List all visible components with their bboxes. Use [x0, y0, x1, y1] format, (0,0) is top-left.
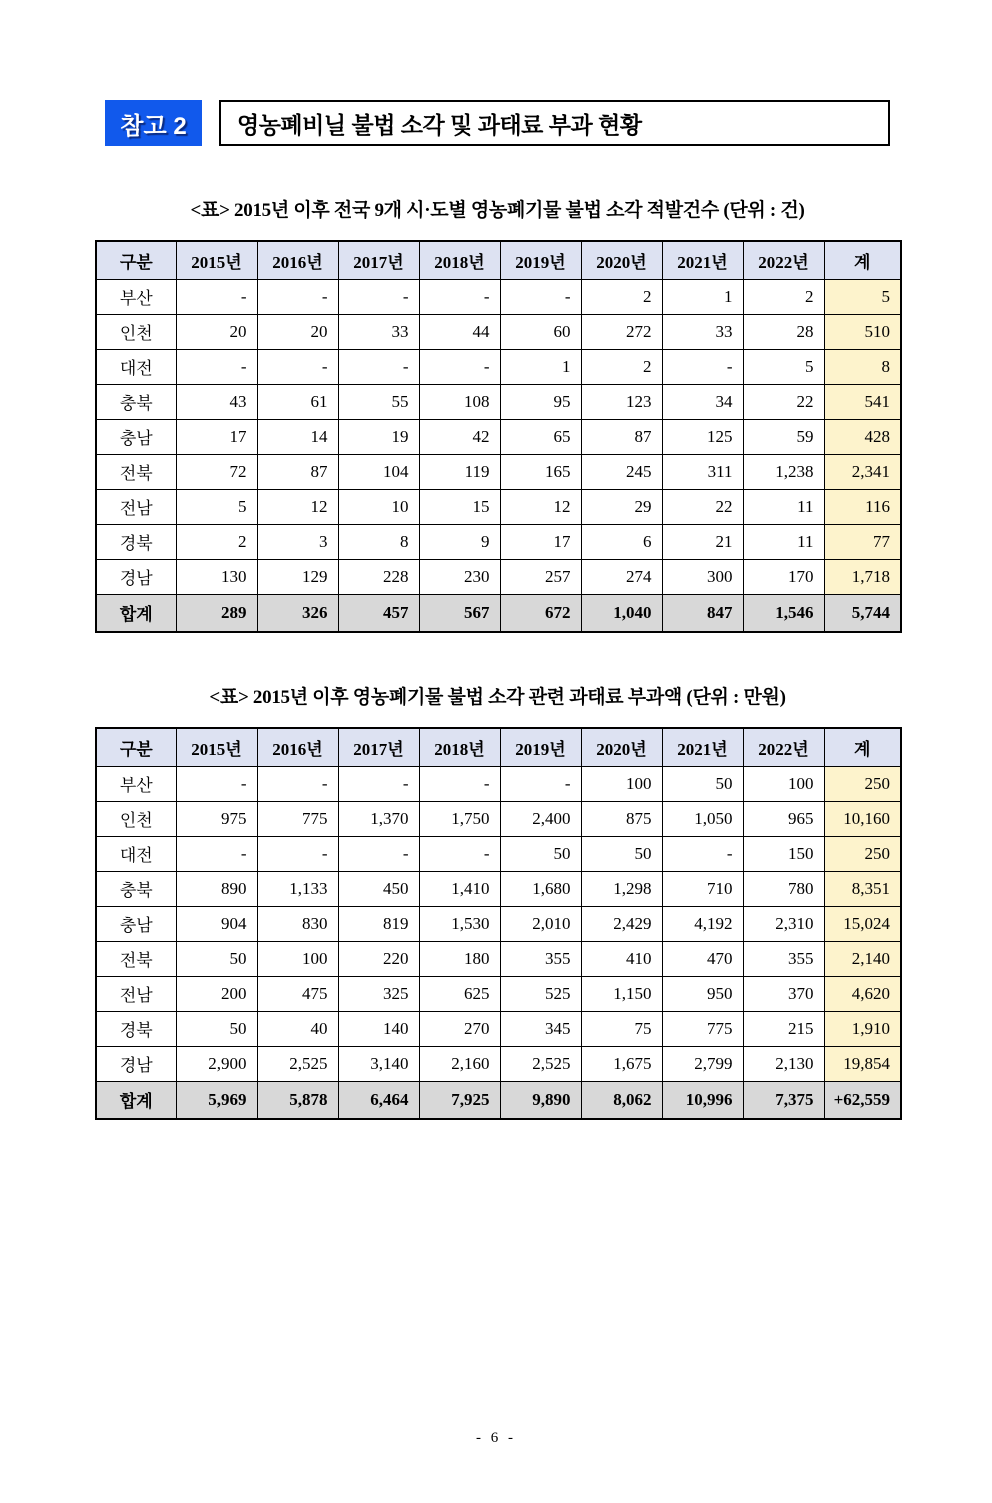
value-cell: 19 — [338, 419, 419, 454]
value-cell: 2,140 — [824, 941, 901, 976]
value-cell: 87 — [581, 419, 662, 454]
value-cell: 10 — [338, 489, 419, 524]
value-cell: 1,050 — [662, 801, 743, 836]
total-value-cell: 5,969 — [176, 1081, 257, 1119]
total-value-cell: 8,062 — [581, 1081, 662, 1119]
value-cell: 1 — [500, 349, 581, 384]
table-row — [96, 419, 901, 454]
reference-badge: 참고 2 — [105, 100, 202, 146]
column-header: 계 — [824, 728, 901, 766]
value-cell: 272 — [581, 314, 662, 349]
value-cell: 2,341 — [824, 454, 901, 489]
value-cell: 55 — [338, 384, 419, 419]
value-cell: 2,799 — [662, 1046, 743, 1081]
value-cell: 965 — [743, 801, 824, 836]
value-cell: 2,010 — [500, 906, 581, 941]
region-label: 부산 — [96, 279, 176, 314]
column-header: 2019년 — [500, 728, 581, 766]
total-value-cell: 5,744 — [824, 594, 901, 632]
table-row — [96, 559, 901, 594]
value-cell: 1,133 — [257, 871, 338, 906]
column-header: 2022년 — [743, 241, 824, 279]
column-header: 2018년 — [419, 241, 500, 279]
value-cell: 450 — [338, 871, 419, 906]
column-header: 2018년 — [419, 728, 500, 766]
value-cell: 3,140 — [338, 1046, 419, 1081]
value-cell: 130 — [176, 559, 257, 594]
value-cell: 2,310 — [743, 906, 824, 941]
value-cell: 17 — [500, 524, 581, 559]
table-row — [96, 489, 901, 524]
region-label: 경북 — [96, 524, 176, 559]
value-cell: 108 — [419, 384, 500, 419]
value-cell: - — [176, 836, 257, 871]
value-cell: 140 — [338, 1011, 419, 1046]
total-row — [96, 594, 901, 632]
value-cell: 150 — [743, 836, 824, 871]
column-header: 2016년 — [257, 241, 338, 279]
value-cell: 2,525 — [257, 1046, 338, 1081]
value-cell: 345 — [500, 1011, 581, 1046]
value-cell: - — [257, 836, 338, 871]
value-cell: - — [338, 766, 419, 801]
total-value-cell: 1,040 — [581, 594, 662, 632]
column-header: 계 — [824, 241, 901, 279]
value-cell: 165 — [500, 454, 581, 489]
value-cell: 10,160 — [824, 801, 901, 836]
value-cell: 14 — [257, 419, 338, 454]
column-header: 구분 — [96, 241, 176, 279]
value-cell: 428 — [824, 419, 901, 454]
value-cell: 5 — [176, 489, 257, 524]
region-label: 대전 — [96, 836, 176, 871]
value-cell: 87 — [257, 454, 338, 489]
value-cell: 1,298 — [581, 871, 662, 906]
value-cell: 1,530 — [419, 906, 500, 941]
value-cell: 72 — [176, 454, 257, 489]
value-cell: 28 — [743, 314, 824, 349]
value-cell: 19,854 — [824, 1046, 901, 1081]
value-cell: 410 — [581, 941, 662, 976]
value-cell: - — [419, 279, 500, 314]
value-cell: 60 — [500, 314, 581, 349]
value-cell: 270 — [419, 1011, 500, 1046]
value-cell: 200 — [176, 976, 257, 1011]
region-label: 경남 — [96, 559, 176, 594]
value-cell: 15,024 — [824, 906, 901, 941]
value-cell: 12 — [500, 489, 581, 524]
value-cell: 20 — [176, 314, 257, 349]
value-cell: - — [176, 766, 257, 801]
section-header — [95, 100, 900, 146]
column-header: 2021년 — [662, 728, 743, 766]
table-row — [96, 314, 901, 349]
value-cell: 230 — [419, 559, 500, 594]
value-cell: - — [419, 766, 500, 801]
total-label: 합계 — [96, 1081, 176, 1119]
value-cell: 819 — [338, 906, 419, 941]
value-cell: 119 — [419, 454, 500, 489]
table-row — [96, 384, 901, 419]
value-cell: 2 — [743, 279, 824, 314]
value-cell: 2 — [176, 524, 257, 559]
table-row — [96, 279, 901, 314]
region-label: 부산 — [96, 766, 176, 801]
table-row — [96, 801, 901, 836]
column-header: 2021년 — [662, 241, 743, 279]
region-label: 전북 — [96, 454, 176, 489]
value-cell: 12 — [257, 489, 338, 524]
table-row — [96, 1046, 901, 1081]
region-label: 경북 — [96, 1011, 176, 1046]
value-cell: 228 — [338, 559, 419, 594]
table-row — [96, 349, 901, 384]
total-value-cell: 457 — [338, 594, 419, 632]
value-cell: 2,160 — [419, 1046, 500, 1081]
value-cell: 116 — [824, 489, 901, 524]
column-header: 2022년 — [743, 728, 824, 766]
value-cell: 625 — [419, 976, 500, 1011]
value-cell: 3 — [257, 524, 338, 559]
value-cell: 220 — [338, 941, 419, 976]
value-cell: 525 — [500, 976, 581, 1011]
column-header: 2015년 — [176, 241, 257, 279]
total-value-cell: 672 — [500, 594, 581, 632]
value-cell: 2,130 — [743, 1046, 824, 1081]
value-cell: 100 — [743, 766, 824, 801]
value-cell: 1 — [662, 279, 743, 314]
value-cell: 9 — [419, 524, 500, 559]
value-cell: 129 — [257, 559, 338, 594]
header-row — [96, 241, 901, 279]
value-cell: 6 — [581, 524, 662, 559]
value-cell: 257 — [500, 559, 581, 594]
value-cell: - — [500, 766, 581, 801]
region-label: 인천 — [96, 314, 176, 349]
value-cell: 245 — [581, 454, 662, 489]
value-cell: 1,238 — [743, 454, 824, 489]
column-header: 2016년 — [257, 728, 338, 766]
region-label: 충북 — [96, 871, 176, 906]
value-cell: 40 — [257, 1011, 338, 1046]
total-value-cell: 10,996 — [662, 1081, 743, 1119]
table-row — [96, 766, 901, 801]
value-cell: 11 — [743, 524, 824, 559]
value-cell: 8 — [338, 524, 419, 559]
value-cell: 104 — [338, 454, 419, 489]
value-cell: 215 — [743, 1011, 824, 1046]
value-cell: 355 — [743, 941, 824, 976]
table-illegal-burning-cases — [95, 240, 902, 633]
value-cell: 34 — [662, 384, 743, 419]
total-value-cell: 7,375 — [743, 1081, 824, 1119]
value-cell: - — [176, 349, 257, 384]
total-value-cell: 5,878 — [257, 1081, 338, 1119]
page-number: - 6 - — [476, 1430, 516, 1446]
value-cell: 5 — [824, 279, 901, 314]
total-value-cell: 326 — [257, 594, 338, 632]
value-cell: - — [500, 279, 581, 314]
value-cell: 1,718 — [824, 559, 901, 594]
value-cell: 8 — [824, 349, 901, 384]
total-value-cell: 289 — [176, 594, 257, 632]
value-cell: 311 — [662, 454, 743, 489]
page-title: 영농폐비닐 불법 소각 및 과태료 부과 현황 — [237, 111, 642, 138]
value-cell: 541 — [824, 384, 901, 419]
column-header: 구분 — [96, 728, 176, 766]
value-cell: 1,680 — [500, 871, 581, 906]
value-cell: 975 — [176, 801, 257, 836]
value-cell: 274 — [581, 559, 662, 594]
header-row — [96, 728, 901, 766]
region-label: 대전 — [96, 349, 176, 384]
value-cell: 8,351 — [824, 871, 901, 906]
value-cell: 2 — [581, 279, 662, 314]
value-cell: 2,900 — [176, 1046, 257, 1081]
value-cell: 61 — [257, 384, 338, 419]
value-cell: - — [338, 836, 419, 871]
total-value-cell: +62,559 — [824, 1081, 901, 1119]
table-caption-detection-cases: <표> 2015년 이후 전국 9개 시·도별 영농폐기물 불법 소각 적발건수 (단위 : 건) — [190, 200, 805, 221]
total-row — [96, 1081, 901, 1119]
region-label: 충남 — [96, 906, 176, 941]
value-cell: - — [338, 349, 419, 384]
table-row — [96, 524, 901, 559]
table-row — [96, 906, 901, 941]
value-cell: 875 — [581, 801, 662, 836]
value-cell: 100 — [581, 766, 662, 801]
value-cell: 1,910 — [824, 1011, 901, 1046]
column-header: 2020년 — [581, 728, 662, 766]
value-cell: 1,370 — [338, 801, 419, 836]
region-label: 전남 — [96, 976, 176, 1011]
value-cell: 180 — [419, 941, 500, 976]
region-label: 충북 — [96, 384, 176, 419]
region-label: 전북 — [96, 941, 176, 976]
value-cell: 1,150 — [581, 976, 662, 1011]
value-cell: - — [257, 349, 338, 384]
value-cell: 890 — [176, 871, 257, 906]
value-cell: - — [662, 836, 743, 871]
value-cell: 1,410 — [419, 871, 500, 906]
column-header: 2017년 — [338, 241, 419, 279]
value-cell: 2 — [581, 349, 662, 384]
region-label: 인천 — [96, 801, 176, 836]
total-value-cell: 9,890 — [500, 1081, 581, 1119]
value-cell: 2,429 — [581, 906, 662, 941]
value-cell: 50 — [500, 836, 581, 871]
table-row — [96, 1011, 901, 1046]
value-cell: 50 — [581, 836, 662, 871]
document-page — [95, 100, 900, 1120]
value-cell: 904 — [176, 906, 257, 941]
value-cell: 22 — [662, 489, 743, 524]
value-cell: 370 — [743, 976, 824, 1011]
table-row — [96, 941, 901, 976]
value-cell: 300 — [662, 559, 743, 594]
table-row — [96, 976, 901, 1011]
column-header: 2020년 — [581, 241, 662, 279]
value-cell: 2,525 — [500, 1046, 581, 1081]
table-caption-fines-imposed: <표> 2015년 이후 영농폐기물 불법 소각 관련 과태료 부과액 (단위 : 만원) — [209, 687, 786, 708]
total-value-cell: 1,546 — [743, 594, 824, 632]
value-cell: 59 — [743, 419, 824, 454]
value-cell: 65 — [500, 419, 581, 454]
value-cell: 29 — [581, 489, 662, 524]
table-row — [96, 871, 901, 906]
region-label: 충남 — [96, 419, 176, 454]
value-cell: 780 — [743, 871, 824, 906]
value-cell: 43 — [176, 384, 257, 419]
total-label: 합계 — [96, 594, 176, 632]
table-row — [96, 454, 901, 489]
value-cell: 1,675 — [581, 1046, 662, 1081]
value-cell: 33 — [338, 314, 419, 349]
value-cell: 355 — [500, 941, 581, 976]
value-cell: - — [338, 279, 419, 314]
region-label: 경남 — [96, 1046, 176, 1081]
value-cell: 100 — [257, 941, 338, 976]
value-cell: 510 — [824, 314, 901, 349]
value-cell: - — [662, 349, 743, 384]
value-cell: 710 — [662, 871, 743, 906]
value-cell: 125 — [662, 419, 743, 454]
total-value-cell: 567 — [419, 594, 500, 632]
title-box — [219, 100, 890, 146]
value-cell: 15 — [419, 489, 500, 524]
total-value-cell: 847 — [662, 594, 743, 632]
total-value-cell: 6,464 — [338, 1081, 419, 1119]
value-cell: - — [257, 766, 338, 801]
column-header: 2017년 — [338, 728, 419, 766]
value-cell: 470 — [662, 941, 743, 976]
region-label: 전남 — [96, 489, 176, 524]
value-cell: 11 — [743, 489, 824, 524]
table-fines-imposed — [95, 727, 902, 1120]
value-cell: 75 — [581, 1011, 662, 1046]
value-cell: 4,192 — [662, 906, 743, 941]
value-cell: 775 — [662, 1011, 743, 1046]
value-cell: 950 — [662, 976, 743, 1011]
total-value-cell: 7,925 — [419, 1081, 500, 1119]
value-cell: 250 — [824, 766, 901, 801]
value-cell: - — [419, 836, 500, 871]
column-header: 2019년 — [500, 241, 581, 279]
value-cell: - — [419, 349, 500, 384]
value-cell: - — [176, 279, 257, 314]
value-cell: 95 — [500, 384, 581, 419]
value-cell: 775 — [257, 801, 338, 836]
value-cell: 20 — [257, 314, 338, 349]
value-cell: 1,750 — [419, 801, 500, 836]
value-cell: 50 — [176, 1011, 257, 1046]
value-cell: 170 — [743, 559, 824, 594]
value-cell: 50 — [662, 766, 743, 801]
value-cell: 250 — [824, 836, 901, 871]
table-row — [96, 836, 901, 871]
column-header: 2015년 — [176, 728, 257, 766]
value-cell: - — [257, 279, 338, 314]
value-cell: 22 — [743, 384, 824, 419]
value-cell: 2,400 — [500, 801, 581, 836]
value-cell: 21 — [662, 524, 743, 559]
value-cell: 325 — [338, 976, 419, 1011]
value-cell: 50 — [176, 941, 257, 976]
value-cell: 830 — [257, 906, 338, 941]
value-cell: 17 — [176, 419, 257, 454]
value-cell: 123 — [581, 384, 662, 419]
value-cell: 475 — [257, 976, 338, 1011]
value-cell: 77 — [824, 524, 901, 559]
value-cell: 42 — [419, 419, 500, 454]
value-cell: 4,620 — [824, 976, 901, 1011]
value-cell: 33 — [662, 314, 743, 349]
value-cell: 44 — [419, 314, 500, 349]
value-cell: 5 — [743, 349, 824, 384]
